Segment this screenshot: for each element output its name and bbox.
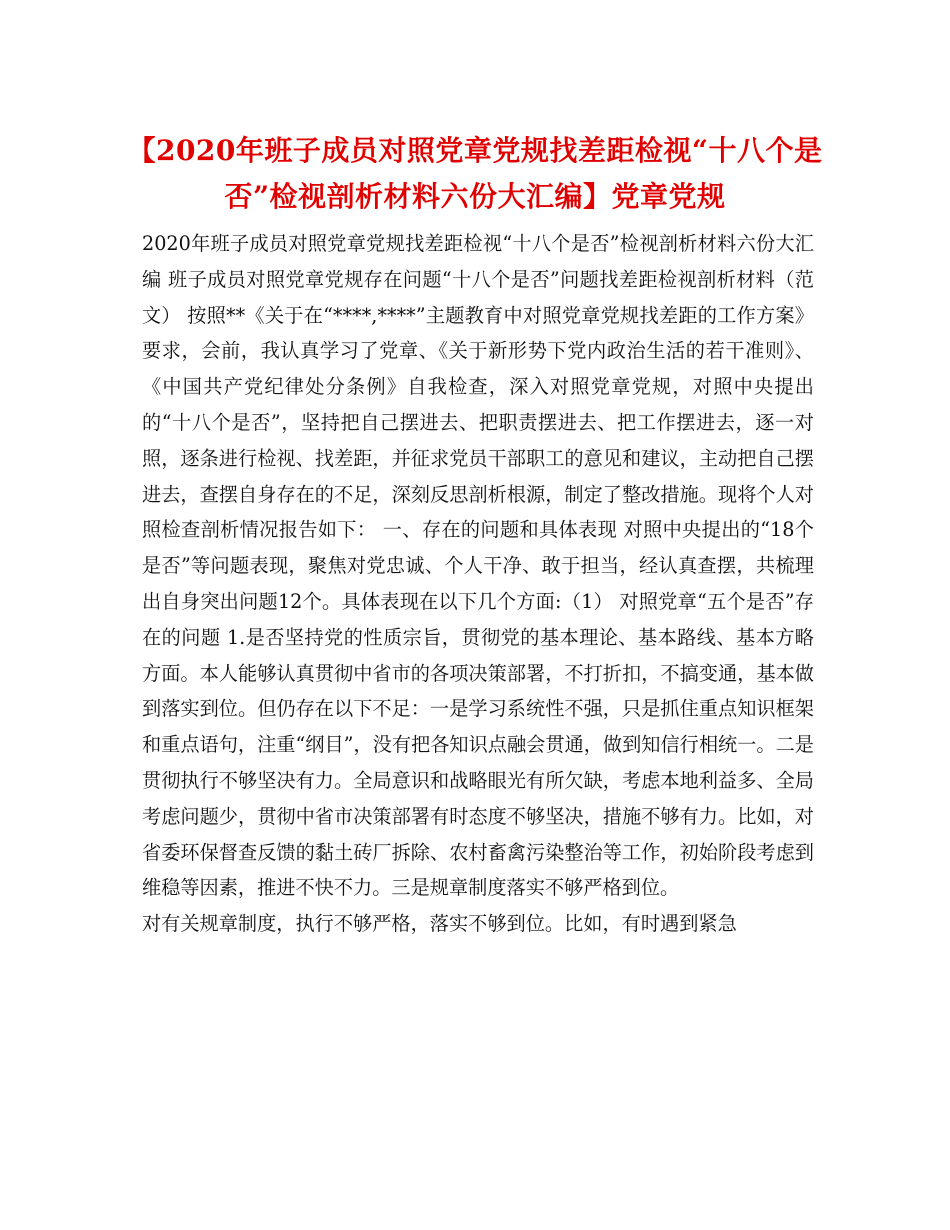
document-body — [142, 226, 814, 942]
body-paragraph: 对有关规章制度，执行不够严格，落实不够到位。比如，有时遇到紧急 — [142, 912, 737, 936]
document-title: 【2020年班子成员对照党章党规找差距检视“十八个是否”检视剖析材料六份大汇编】党章党规 — [127, 134, 823, 213]
body-paragraph: 2020年班子成员对照党章党规找差距检视“十八个是否”检视剖析材料六份大汇编 班子成员对照党章党规存在问题“十八个是否”问题找差距检视剖析材料（范文） 按照**《关于在“****,****”主题教育中对照党章党规找差距的工作方案》要求，会前，我认真学习了党章、《关于新形势下党内政治生活的若干准则》、《中国共产党纪律处分条例》自我检查，深入对照党章党规，对照中央提出的“十八个是否”，坚持把自己摆进去、把职责摆进去、把工作摆进去，逐一对照，逐条进行检视、找差距，并征求党员干部职工的意见和建议，主动把自己摆进去，查摆自身存在的不足，深刻反思剖析根源，制定了整改措施。现将个人对照检查剖析情况报告如下： 一、存在的问题和具体表现 对照中央提出的“18个是否”等问题表现，聚焦对党忠诚、个人干净、敢于担当，经认真查摆，共梳理出自身突出问题12个。具体表现在以下几个方面:（1） 对照党章“五个是否”存在的问题 1.是否坚持党的性质宗旨，贯彻党的基本理论、基本路线、基本方略方面。本人能够认真贯彻中省市的各项决策部署，不打折扣，不搞变通，基本做到落实到位。但仍存在以下不足：一是学习系统性不强，只是抓住重点知识框架和重点语句，注重“纲目”，没有把各知识点融会贯通，做到知信行相统一。二是贯彻执行不够坚决有力。全局意识和战略眼光有所欠缺，考虑本地利益多、全局考虑问题少，贯彻中省市决策部署有时态度不够坚决，措施不够有力。比如，对省委环保督查反馈的黏土砖厂拆除、农村畜禽污染整治等工作，初始阶段考虑到维稳等因素，推进不快不力。三是规章制度落实不够严格到位。 — [142, 232, 814, 900]
